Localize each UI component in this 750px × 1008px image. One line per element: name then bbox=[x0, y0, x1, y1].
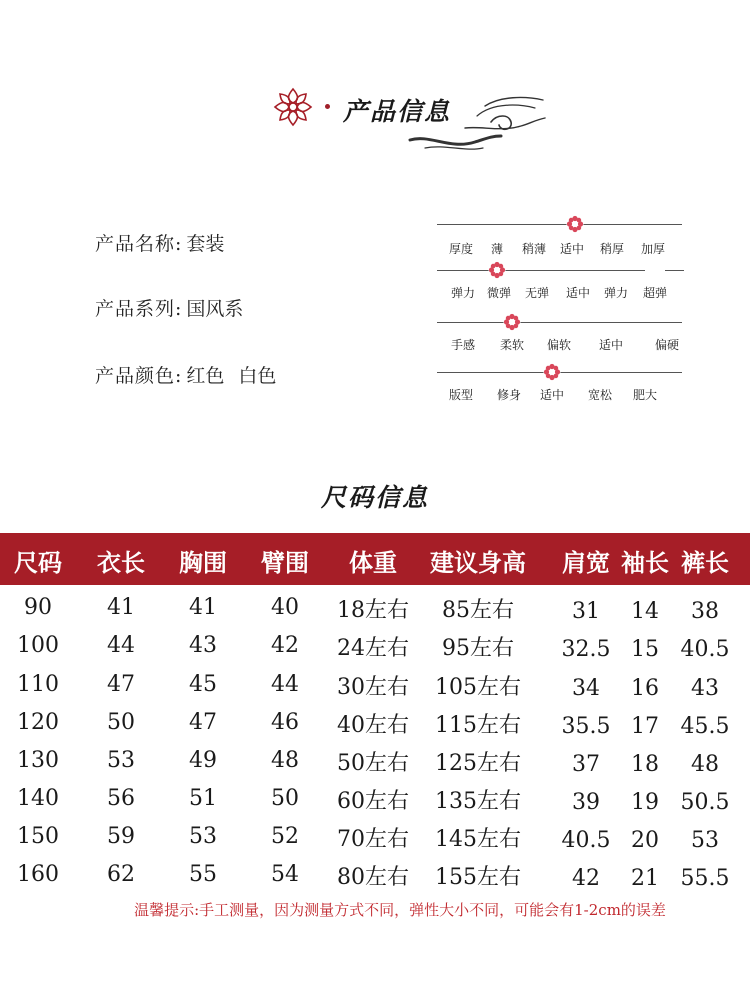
product-name-label: 产品名称: bbox=[95, 233, 183, 255]
table-cell: 49 bbox=[189, 748, 217, 773]
product-color-label: 产品颜色: bbox=[95, 365, 183, 387]
table-cell: 105左右 bbox=[435, 675, 521, 700]
table-cell: 54 bbox=[271, 862, 299, 887]
table-cell: 55.5 bbox=[680, 866, 730, 891]
table-cell: 37 bbox=[572, 752, 600, 777]
table-cell: 14 bbox=[631, 599, 659, 624]
table-cell: 18左右 bbox=[337, 598, 409, 623]
scale-option-label: 适中 bbox=[598, 338, 624, 352]
scale-option-label: 稍薄 bbox=[521, 242, 547, 256]
table-cell: 48 bbox=[271, 748, 299, 773]
table-cell: 48 bbox=[691, 752, 719, 777]
table-cell: 24左右 bbox=[337, 636, 409, 661]
table-cell: 150 bbox=[17, 824, 59, 849]
table-cell: 62 bbox=[107, 862, 135, 887]
table-cell: 39 bbox=[572, 790, 600, 815]
table-cell: 19 bbox=[631, 790, 659, 815]
table-header-cell: 袖长 bbox=[621, 548, 669, 577]
scale-option-label: 肥大 bbox=[632, 388, 658, 402]
section-title-product: 产品信息 bbox=[343, 97, 452, 126]
table-cell: 55 bbox=[189, 862, 217, 887]
scale-option-label: 修身 bbox=[496, 388, 522, 402]
table-cell: 130 bbox=[17, 748, 59, 773]
table-cell: 53 bbox=[691, 828, 719, 853]
table-cell: 40左右 bbox=[337, 713, 409, 738]
table-cell: 135左右 bbox=[435, 789, 521, 814]
title-dot-icon bbox=[325, 104, 330, 109]
table-cell: 20 bbox=[631, 828, 659, 853]
table-cell: 34 bbox=[572, 676, 600, 701]
table-cell: 40 bbox=[271, 595, 299, 620]
scale-option-label: 弹力 bbox=[450, 286, 476, 300]
table-cell: 40.5 bbox=[680, 637, 730, 662]
scale-option-label: 适中 bbox=[559, 242, 585, 256]
table-cell: 160 bbox=[17, 862, 59, 887]
table-cell: 80左右 bbox=[337, 865, 409, 890]
table-cell: 59 bbox=[107, 824, 135, 849]
scale-option-label: 偏硬 bbox=[654, 338, 680, 352]
table-cell: 120 bbox=[17, 710, 59, 735]
table-cell: 125左右 bbox=[435, 751, 521, 776]
scale-option-label: 适中 bbox=[565, 286, 591, 300]
table-cell: 15 bbox=[631, 637, 659, 662]
scale-line bbox=[437, 270, 645, 271]
table-cell: 52 bbox=[271, 824, 299, 849]
scale-option-label: 加厚 bbox=[640, 242, 666, 256]
table-cell: 31 bbox=[572, 599, 600, 624]
table-cell: 46 bbox=[271, 710, 299, 735]
scale-line bbox=[437, 322, 682, 323]
table-cell: 41 bbox=[107, 595, 135, 620]
section-title-size: 尺码信息 bbox=[320, 483, 429, 512]
table-cell: 155左右 bbox=[435, 865, 521, 890]
table-cell: 40.5 bbox=[561, 828, 611, 853]
table-cell: 43 bbox=[189, 633, 217, 658]
table-cell: 53 bbox=[107, 748, 135, 773]
table-cell: 95左右 bbox=[442, 636, 514, 661]
product-color-value-2: 白色 bbox=[238, 365, 277, 387]
scale-option-label: 无弹 bbox=[524, 286, 550, 300]
scale-option-label: 稍厚 bbox=[599, 242, 625, 256]
product-color-row bbox=[95, 361, 276, 388]
scale-option-label: 厚度 bbox=[448, 242, 474, 256]
table-cell: 41 bbox=[189, 595, 217, 620]
table-cell: 70左右 bbox=[337, 827, 409, 852]
table-header-cell: 建议身高 bbox=[430, 548, 526, 577]
scale-option-label: 偏软 bbox=[546, 338, 572, 352]
table-cell: 50.5 bbox=[680, 790, 730, 815]
table-cell: 42 bbox=[572, 866, 600, 891]
product-series-label: 产品系列: bbox=[95, 298, 183, 320]
table-cell: 53 bbox=[189, 824, 217, 849]
selection-marker-icon bbox=[503, 313, 521, 331]
table-header-cell: 胸围 bbox=[179, 548, 227, 577]
table-cell: 115左右 bbox=[435, 713, 521, 738]
table-cell: 100 bbox=[17, 633, 59, 658]
table-cell: 47 bbox=[189, 710, 217, 735]
table-header-cell: 裤长 bbox=[681, 548, 729, 577]
scale-option-label: 微弹 bbox=[486, 286, 512, 300]
table-cell: 60左右 bbox=[337, 789, 409, 814]
table-cell: 21 bbox=[631, 866, 659, 891]
table-cell: 38 bbox=[691, 599, 719, 624]
table-cell: 45 bbox=[189, 672, 217, 697]
table-cell: 85左右 bbox=[442, 598, 514, 623]
table-cell: 44 bbox=[107, 633, 135, 658]
table-cell: 110 bbox=[17, 672, 59, 697]
selection-marker-icon bbox=[543, 363, 561, 381]
scale-option-label: 薄 bbox=[490, 242, 504, 256]
scale-option-label: 宽松 bbox=[587, 388, 613, 402]
scale-option-label: 手感 bbox=[450, 338, 476, 352]
table-cell: 50 bbox=[271, 786, 299, 811]
selection-marker-icon bbox=[566, 215, 584, 233]
scale-option-label: 超弹 bbox=[642, 286, 668, 300]
product-series-row bbox=[95, 294, 243, 321]
table-cell: 35.5 bbox=[561, 714, 611, 739]
table-header-cell: 衣长 bbox=[97, 548, 145, 577]
table-header-cell: 肩宽 bbox=[562, 548, 610, 577]
table-cell: 17 bbox=[631, 714, 659, 739]
table-cell: 50 bbox=[107, 710, 135, 735]
product-series-value: 国风系 bbox=[186, 298, 244, 320]
selection-marker-icon bbox=[488, 261, 506, 279]
scale-line bbox=[437, 224, 682, 225]
table-header-cell: 尺码 bbox=[14, 548, 62, 577]
scale-option-label: 柔软 bbox=[499, 338, 525, 352]
table-cell: 56 bbox=[107, 786, 135, 811]
product-name-value: 套装 bbox=[186, 233, 225, 255]
table-cell: 43 bbox=[691, 676, 719, 701]
scale-option-label: 适中 bbox=[539, 388, 565, 402]
table-header-cell: 体重 bbox=[349, 548, 397, 577]
product-color-value-1: 红色 bbox=[186, 365, 225, 387]
table-cell: 50左右 bbox=[337, 751, 409, 776]
table-cell: 51 bbox=[189, 786, 217, 811]
scale-line bbox=[665, 270, 684, 271]
scale-option-label: 版型 bbox=[448, 388, 474, 402]
table-cell: 45.5 bbox=[680, 714, 730, 739]
table-header-cell: 臂围 bbox=[261, 548, 309, 577]
cloud-swirl-icon bbox=[405, 92, 550, 154]
lotus-logo-icon bbox=[272, 86, 314, 128]
product-name-row bbox=[95, 229, 224, 256]
table-cell: 32.5 bbox=[561, 637, 611, 662]
table-cell: 47 bbox=[107, 672, 135, 697]
measurement-tip: 温馨提示:手工测量，因为测量方式不同，弹性大小不同，可能会有1-2cm的误差 bbox=[134, 901, 666, 919]
table-cell: 44 bbox=[271, 672, 299, 697]
table-cell: 42 bbox=[271, 633, 299, 658]
scale-option-label: 弹力 bbox=[603, 286, 629, 300]
table-cell: 18 bbox=[631, 752, 659, 777]
table-cell: 145左右 bbox=[435, 827, 521, 852]
table-cell: 16 bbox=[631, 676, 659, 701]
table-cell: 140 bbox=[17, 786, 59, 811]
table-cell: 30左右 bbox=[337, 675, 409, 700]
table-cell: 90 bbox=[24, 595, 52, 620]
